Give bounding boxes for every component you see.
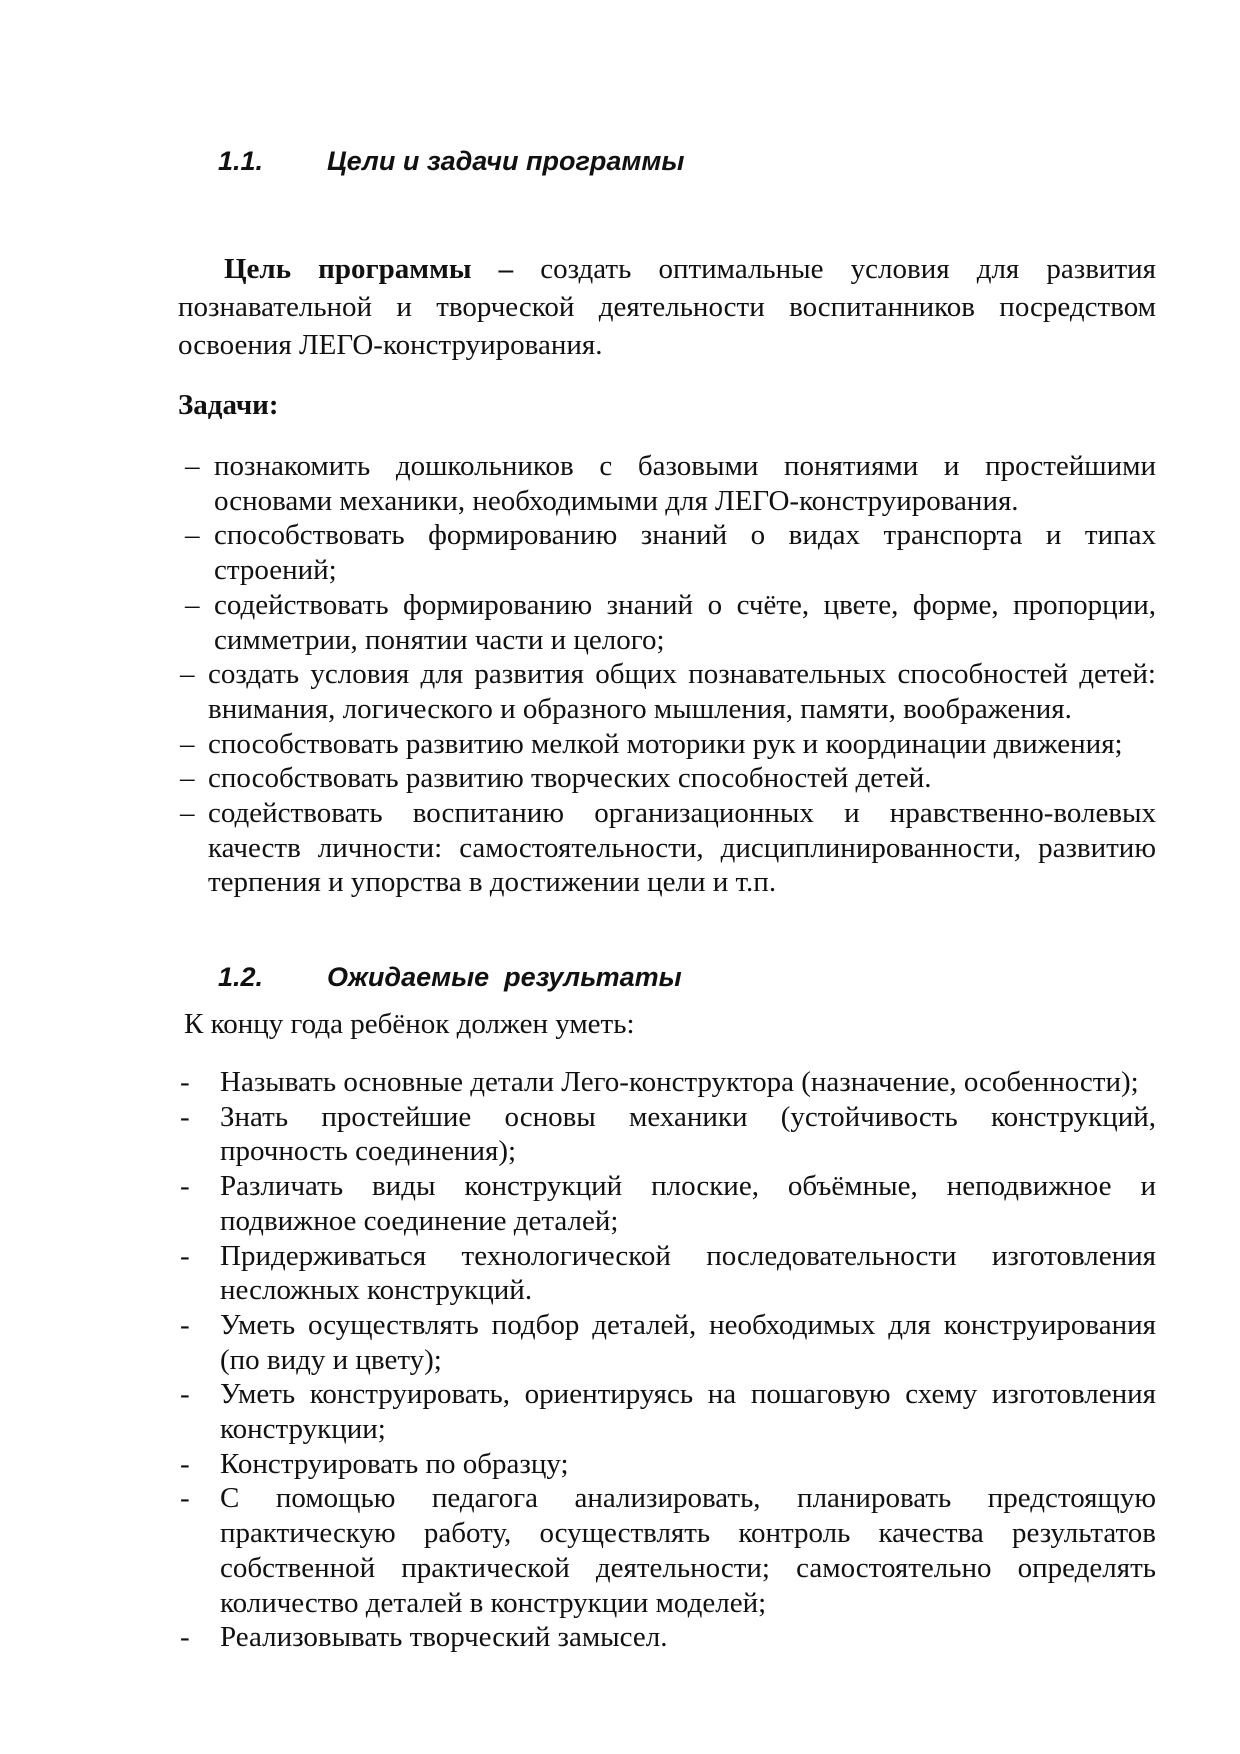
dash-bullet: - — [180, 1308, 190, 1341]
list-item-text: Уметь конструировать, ориентируясь на пошаговую схему изготовления конструкции; — [220, 1378, 1156, 1446]
results-list — [178, 1065, 1156, 1655]
list-item — [178, 1100, 1156, 1169]
list-item — [178, 761, 1156, 796]
list-item — [178, 588, 1156, 657]
goal-text: создать оптимальные условия для развития познавательной и творческой деятельности воспитанников посредством освоения ЛЕГО-конструирования. — [178, 253, 1156, 361]
list-item-text: способствовать формированию знаний о видах транспорта и типах строений; — [214, 519, 1156, 587]
dash-bullet: - — [180, 1621, 190, 1654]
list-item-text: содействовать формированию знаний о счёте, цвете, форме, пропорции, симметрии, понятии части и целого; — [214, 588, 1156, 656]
dash-bullet: – — [180, 797, 195, 830]
goal-paragraph — [178, 250, 1156, 364]
list-item-text: Придерживаться технологической последовательности изготовления несложных конструкций. — [220, 1239, 1156, 1307]
dash-bullet: - — [180, 1447, 190, 1480]
list-item-text: познакомить дошкольников с базовыми понятиями и простейшими основами механики, необходимыми для ЛЕГО-конструирования. — [214, 450, 1156, 517]
heading-title: Цели и задачи программы — [327, 146, 685, 176]
list-item — [178, 796, 1156, 900]
dash-bullet: - — [180, 1170, 190, 1203]
list-item-text: Уметь осуществлять подбор деталей, необходимых для конструирования (по виду и цвету); — [220, 1308, 1156, 1376]
list-item — [178, 1239, 1156, 1308]
tasks-label: Задачи: — [178, 389, 279, 421]
dash-bullet: – — [185, 519, 200, 552]
list-item-text: Реализовывать творческий замысел. — [220, 1621, 668, 1654]
dash-bullet: – — [180, 727, 195, 760]
results-intro: К концу года ребёнок должен уметь: — [184, 1008, 635, 1040]
list-item-text: С помощью педагога анализировать, планировать предстоящую практическую работу, осуществлять контроль качества результатов собственной практической деятельности; самостоятельно определять количество деталей в конструкции моделей; — [220, 1482, 1156, 1619]
list-item — [178, 1308, 1156, 1377]
dash-bullet: – — [185, 588, 200, 621]
list-item — [178, 1620, 1156, 1655]
dash-bullet: – — [180, 658, 195, 691]
dash-bullet: - — [180, 1066, 190, 1098]
tasks-list — [178, 449, 1156, 900]
dash-bullet: – — [180, 762, 195, 795]
list-item-text: создать условия для развития общих познавательных способностей детей: внимания, логического и образного мышления, памяти, воображения. — [208, 658, 1156, 725]
list-item-text: Знать простейшие основы механики (устойчивость конструкций, прочность соединения); — [220, 1100, 1156, 1168]
goal-label: Цель программы – — [224, 253, 514, 285]
list-item-text: Различать виды конструкций плоские, объёмные, неподвижное и подвижное соединение деталей; — [220, 1170, 1156, 1237]
list-item — [178, 1481, 1156, 1620]
list-item-text: Конструировать по образцу; — [220, 1447, 569, 1480]
heading-title: Ожидаемые результаты — [327, 962, 682, 992]
dash-bullet: - — [180, 1100, 190, 1133]
list-item — [178, 727, 1156, 762]
dash-bullet: – — [185, 450, 200, 482]
dash-bullet: - — [180, 1482, 190, 1515]
list-item-text: Называть основные детали Лего-конструктора (назначение, особенности); — [220, 1066, 1139, 1098]
heading-number: 1.2. — [218, 962, 264, 992]
dash-bullet: - — [180, 1378, 190, 1411]
list-item — [178, 1377, 1156, 1446]
list-item — [178, 1169, 1156, 1238]
list-item-text: способствовать развитию творческих способностей детей. — [208, 762, 932, 795]
list-item — [178, 518, 1156, 587]
list-item — [178, 657, 1156, 726]
list-item — [178, 449, 1156, 518]
list-item-text: содействовать воспитанию организационных и нравственно-волевых качеств личности: самостоятельности, дисциплинированности, развитию терпения и упорства в достижении цели и т.п. — [208, 797, 1156, 899]
list-item-text: способствовать развитию мелкой моторики рук и координации движения; — [208, 727, 1123, 760]
list-item — [178, 1447, 1156, 1482]
heading-number: 1.1. — [218, 146, 264, 176]
list-item — [178, 1065, 1156, 1100]
dash-bullet: - — [180, 1239, 190, 1272]
